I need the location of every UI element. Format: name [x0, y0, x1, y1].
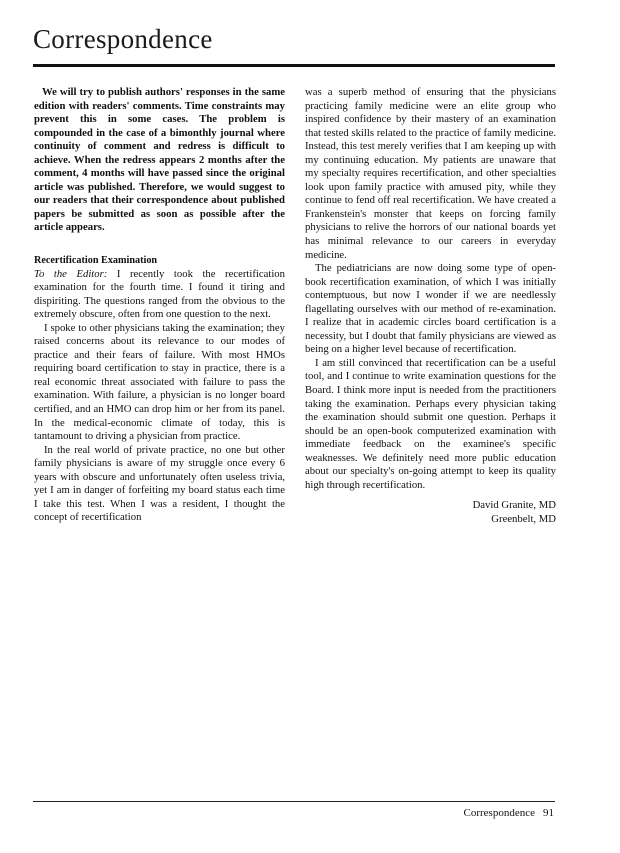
letter-paragraph-3: In the real world of private practice, no one but other family physicians is aware of my struggle once every 6 years with obscure and unfortunately often useless trivia, yet I am in danger of forfeiting my board status each time I take this test. When I was a resident, I thought the concept of recertification	[34, 443, 285, 524]
editorial-notice: We will try to publish authors' responses in the same edition with readers' comments. Time constraints may prevent this in some cases. The problem is compounded in the case of a bimonthly journal where continuity of comment and redress is difficult to achieve. When the redress appears 2 months after the comment, 4 months will have passed since the original article was published. Therefore, we would suggest to our readers that their correspondence about published papers be submitted as soon as possible after the article appears.	[34, 86, 285, 234]
header-rule	[33, 64, 555, 67]
salutation: To the Editor:	[34, 267, 108, 280]
footer	[464, 807, 554, 819]
left-column	[34, 86, 285, 525]
letter-paragraph-5: I am still convinced that recertification can be a useful tool, and I continue to write examination questions for the Board. I think more input is needed from the practitioners taking the examination. Perhaps every physician taking the examination should submit one question. Perhaps it should be an open-book computerized examination with immediate feedback on the examinee's specific weaknesses. We definitely need more public education about our specialty's on-going attempt to keep its quality high through recertification.	[305, 356, 556, 491]
signature-name: David Granite, MD	[472, 499, 556, 512]
signature-block	[305, 499, 556, 526]
footer-rule	[33, 801, 555, 802]
letter-paragraph-2: I spoke to other physicians taking the examination; they raised concerns about its relevance to our modes of practice and their fears of failure. With most HMOs requiring board certification to stay in practice, there is a real economic threat associated with failure to pass the examination. With failure, a physician is no longer board certified, and an HMO can drop him or her from its panel. In the medical-economic climate of today, this is tantamount to driving a physician from practice.	[34, 321, 285, 443]
right-column	[305, 86, 556, 527]
page-number: 91	[543, 807, 554, 819]
section-title: Correspondence	[33, 24, 213, 54]
letter-heading: Recertification Examination	[34, 255, 158, 267]
letter-paragraph-4: The pediatricians are now doing some type of open-book recertification examination, of which I was initially contemptuous, but now I wonder if we are needlessly flagellating ourselves with our method of re-examination. I realize that in academic circles board certification is a necessity, but I doubt that family physicians are viewed as being on a higher level because of recertification.	[305, 262, 556, 356]
footer-label: Correspondence	[463, 807, 535, 819]
paragraph-1-text: I recently took the recertification examination for the fourth time. I found it tiring and dispiriting. The questions ranged from the obvious to the extremely obscure, often from one question to the next.	[34, 267, 285, 321]
letter-paragraph-3-continued: was a superb method of ensuring that the physicians practicing family medicine were an elite group who inspired confidence by their mastery of an examination that tested skills related to the practice of family medicine. Instead, this test merely verifies that I am keeping up with my continuing education. My patients are unaware that my specialty requires recertification, and other specialties look upon family practice with amused pity, while they continue to fend off real recertification. We have created a Frankenstein's monster that keeps on forcing family physicians to relive the horrors of our national boards yet has minimal relevance to our careers in everyday medicine.	[305, 86, 556, 261]
signature-location: Greenbelt, MD	[491, 512, 556, 525]
letter-paragraph-1	[34, 268, 285, 322]
